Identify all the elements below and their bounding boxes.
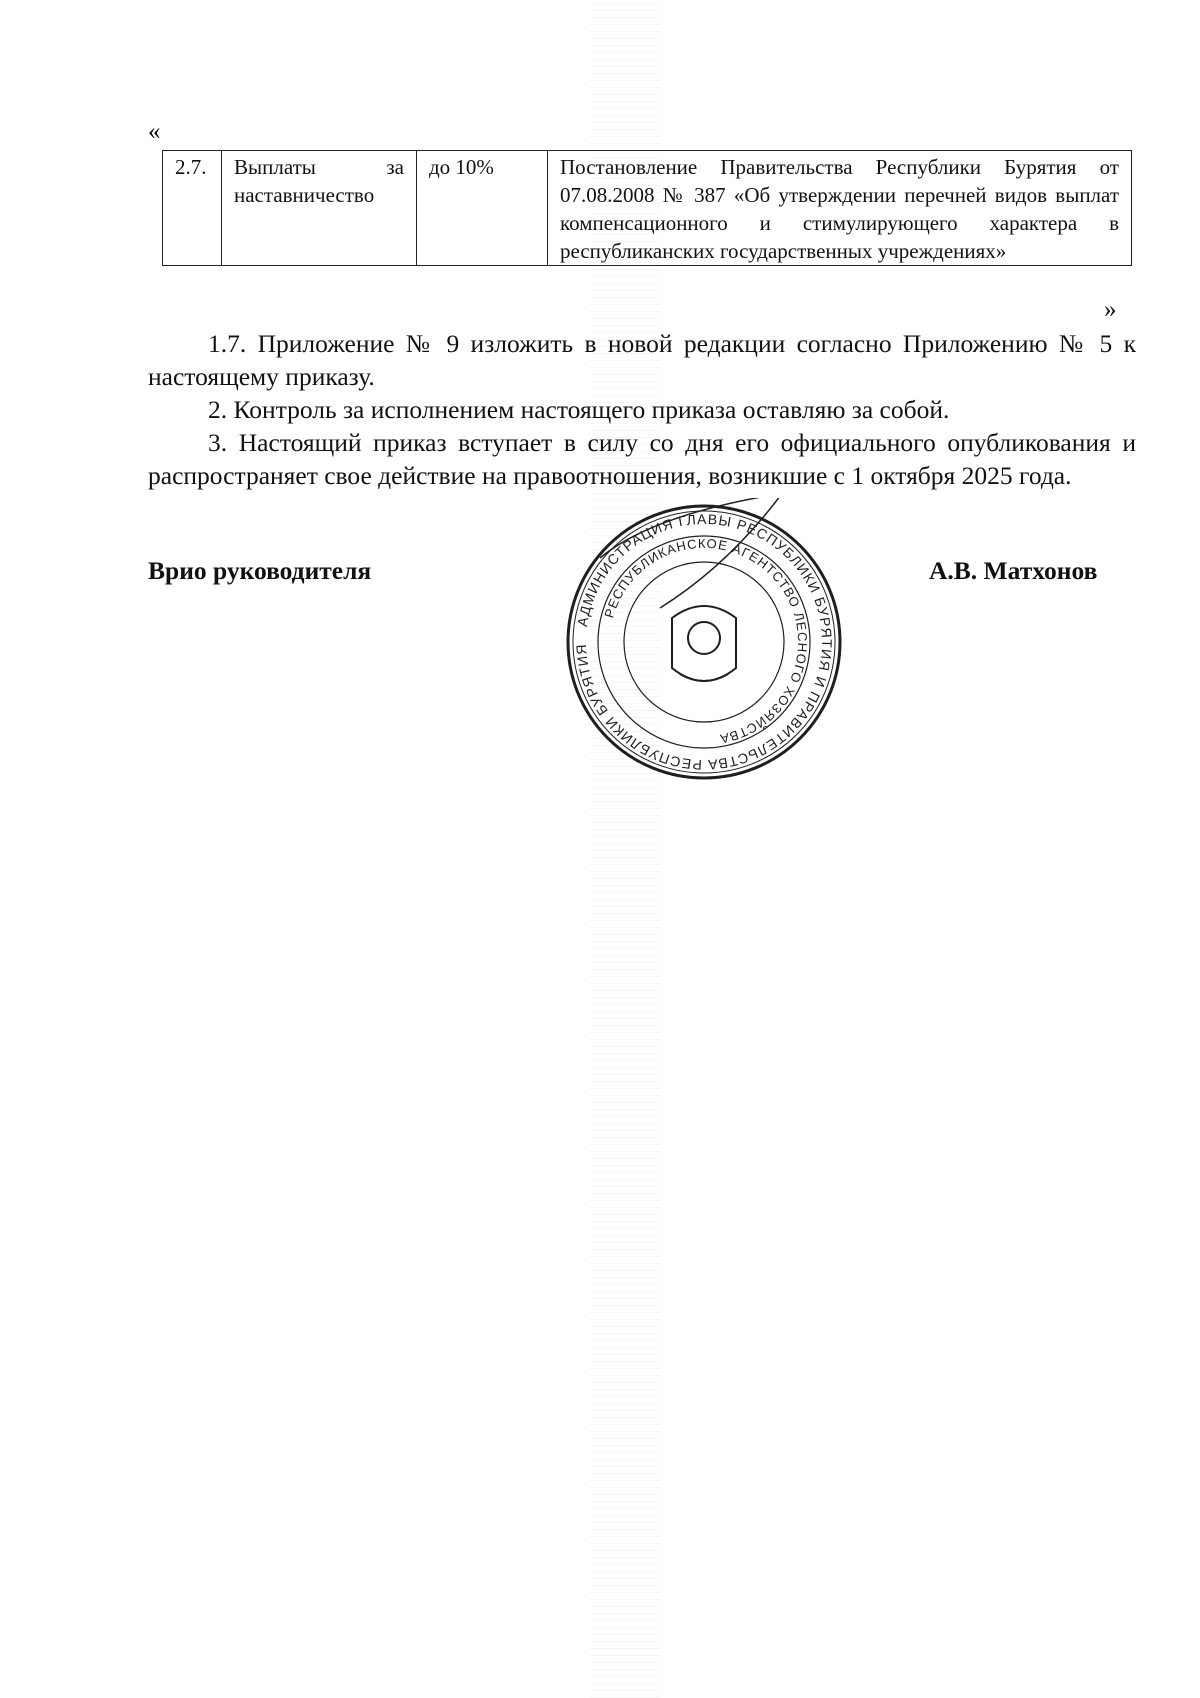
paragraph-3: 3. Настоящий приказ вступает в силу со дня его официального опубликования и распространяет свое действие на правоотношения, возникшие с 1 октября 2025 года. <box>148 428 1136 490</box>
legal-basis: Постановление Правительства Республики Бурятия от 07.08.2008 № 387 «Об утверждении перечней видов выплат компенсационного и стимулирующего характера в республиканских государственных учреждениях» <box>548 151 1132 266</box>
table-row <box>163 151 1132 266</box>
payment-value: до 10% <box>417 151 548 266</box>
payment-name: Выплаты за наставничество <box>222 151 417 266</box>
paragraph-1-7: 1.7. Приложение № 9 изложить в новой редакции согласно Приложению № 5 к настоящему приказу. <box>148 329 1136 391</box>
svg-text:РЕСПУБЛИКАНСКОЕ АГЕНТСТВО ЛЕСН: РЕСПУБЛИКАНСКОЕ АГЕНТСТВО ЛЕСНОГО ХОЗЯЙСТВА <box>601 535 811 747</box>
signatory-name: А.В. Матхонов <box>929 556 1098 585</box>
open-quote: « <box>148 118 161 145</box>
amendment-table <box>162 150 1132 266</box>
row-number: 2.7. <box>163 151 222 266</box>
paragraph-2: 2. Контроль за исполнением настоящего приказа оставляю за собой. <box>208 395 950 424</box>
signatory-position: Врио руководителя <box>148 556 372 585</box>
svg-text:АДМИНИСТРАЦИЯ ГЛАВЫ РЕСПУБЛИКИ: АДМИНИСТРАЦИЯ ГЛАВЫ РЕСПУБЛИКИ БУРЯТИЯ И ПРАВИТЕЛЬСТВА РЕСПУБЛИКИ БУРЯТИЯ <box>572 510 836 774</box>
close-quote: » <box>1104 296 1117 323</box>
official-seal <box>560 498 848 786</box>
